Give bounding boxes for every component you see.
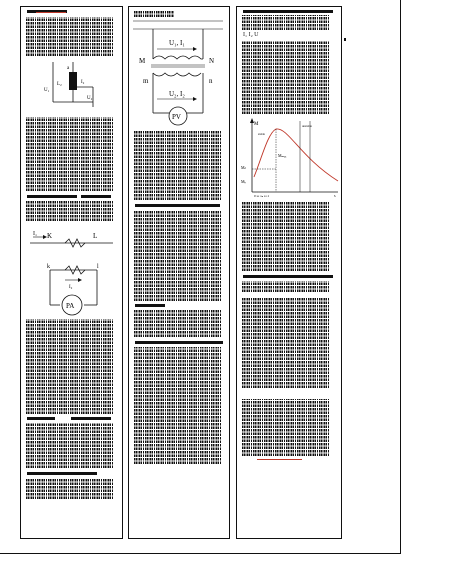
circuit-b-terminal-lower-k: k — [47, 264, 50, 270]
coil-terminal-n: N — [209, 57, 215, 65]
transformer-circuit-diagram — [43, 57, 103, 112]
column-3 — [236, 6, 342, 539]
paragraph-c3-3 — [242, 281, 330, 293]
section-heading-c2-1 — [135, 204, 220, 207]
ammeter-pa: PA — [66, 302, 75, 310]
paragraph-c2-0 — [134, 10, 174, 18]
paragraph-c2-2 — [134, 210, 222, 302]
margin-mark — [344, 38, 346, 41]
paragraph-2 — [26, 117, 114, 192]
graph-label-mn: Mₙ — [241, 165, 247, 170]
paragraph-5 — [26, 423, 114, 469]
paragraph-c2-3 — [134, 310, 222, 338]
graph-label-mmax: Mₘₐₓ — [278, 153, 287, 158]
graph-label-mk: Mₖ — [241, 179, 247, 184]
section-heading-1 — [27, 195, 77, 198]
circuit-a-node-top: a — [67, 66, 70, 71]
graph-annot-unstable: unstable — [302, 124, 312, 128]
red-underline-c3 — [257, 459, 302, 460]
graph-annot-stable: stable — [258, 132, 265, 136]
section-heading-c3-1 — [243, 275, 333, 278]
paragraph-c3-1 — [242, 41, 330, 115]
paragraph-c2-1 — [134, 131, 222, 201]
circuit-a-node-right: I₂ — [81, 80, 85, 85]
lower-terminal-m: m — [143, 77, 149, 85]
paragraph-c3-5 — [242, 399, 330, 457]
section-heading-2b — [71, 417, 111, 420]
circuit-b-terminal-k: K — [47, 232, 53, 240]
circuit-b-terminal-lower-l: l — [97, 264, 99, 270]
coil-terminal-m: M — [139, 57, 146, 65]
circuit-b-terminal-l: L — [93, 232, 98, 240]
graph-ylabel: M — [254, 122, 259, 127]
column-3-heading — [243, 10, 333, 13]
graph-tick-labels: 0 sₖ sₙ s=1 — [254, 194, 270, 198]
current-transformer-diagram — [25, 225, 117, 317]
circuit-a-node-bottom: U₂ — [87, 96, 93, 101]
section-heading-3 — [27, 472, 97, 475]
paragraph-3 — [26, 200, 114, 222]
voltmeter-pv: PV — [172, 113, 181, 121]
circuit-b-current-lower: I₂ — [69, 285, 73, 290]
upper-winding-label: U₁, I₁ — [169, 39, 185, 47]
paragraph-c3-2 — [242, 202, 330, 272]
circuit-a-node-mid: L₂ — [57, 82, 62, 87]
top-symbols: I₁ I₂ U — [243, 32, 259, 38]
section-heading-c2-2 — [135, 304, 165, 307]
heading-underline — [36, 12, 66, 13]
paragraph-6 — [26, 478, 114, 500]
paragraph-1 — [26, 17, 114, 57]
column-2 — [128, 6, 230, 539]
section-heading-1b — [81, 195, 111, 198]
circuit-a-node-left: U₁ — [44, 88, 50, 93]
paragraph-c2-4 — [134, 347, 222, 465]
voltage-transformer-diagram — [133, 19, 225, 127]
section-heading-2 — [27, 417, 55, 420]
paragraph-4 — [26, 319, 114, 415]
graph-xlabel: s — [334, 193, 336, 198]
lower-terminal-n: n — [209, 77, 213, 85]
paragraph-c3-0 — [242, 15, 330, 31]
lower-winding-label: U₂, I₂ — [169, 90, 185, 98]
torque-slip-graph — [240, 117, 340, 199]
paragraph-c3-4 — [242, 297, 330, 389]
circuit-b-current-label: I₁ — [33, 231, 38, 237]
column-1 — [20, 6, 123, 539]
section-heading-c2-3 — [135, 341, 223, 344]
